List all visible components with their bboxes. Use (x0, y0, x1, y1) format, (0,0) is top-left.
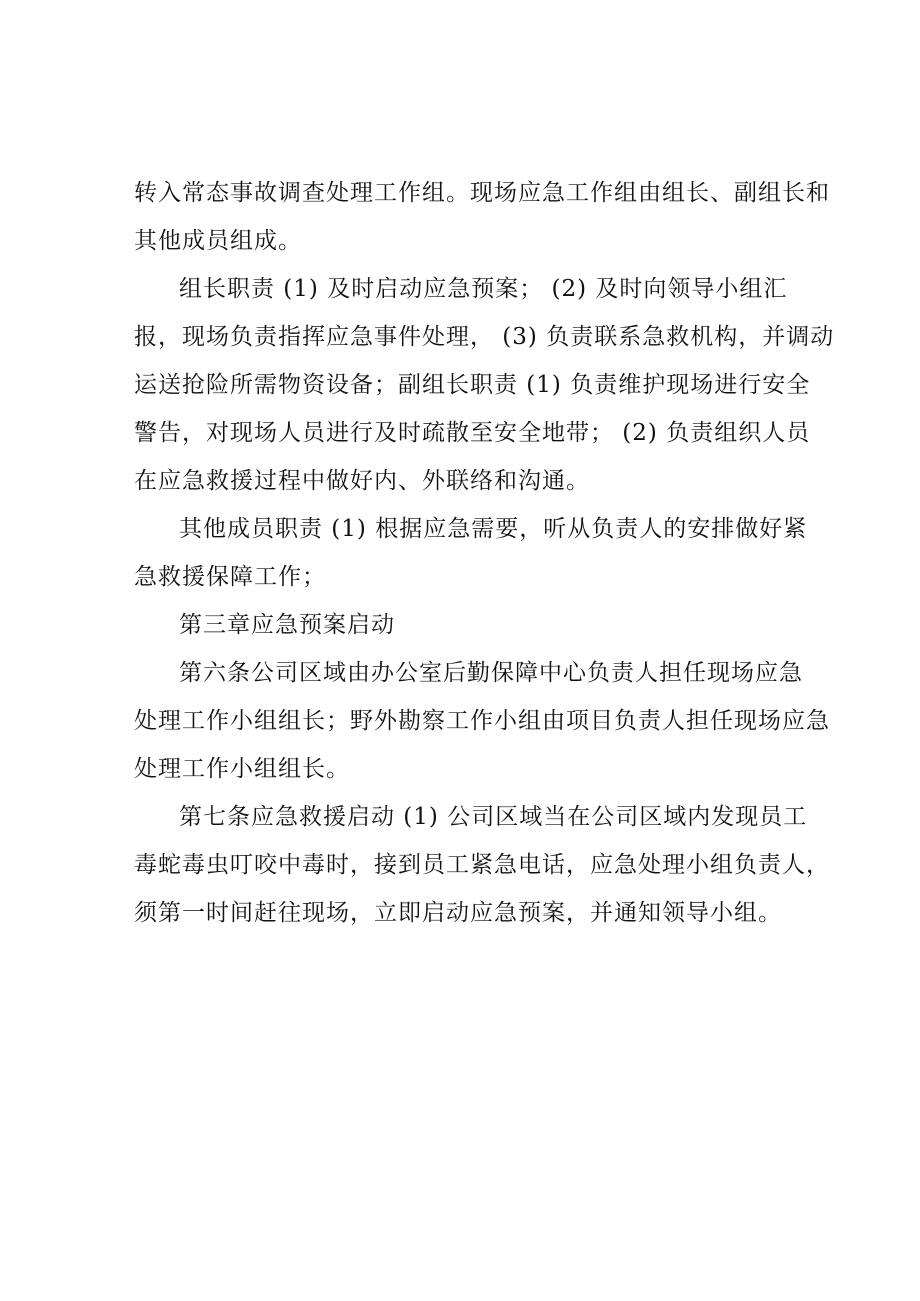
text-line: 处理工作小组组长；野外勘察工作小组由项目负责人担任现场应急 (134, 708, 830, 734)
text-line: 运送抢险所需物资设备；副组长职责 (1) 负责维护现场进行安全 (134, 372, 811, 398)
chapter-heading: 第三章应急预案启动 (179, 612, 395, 638)
paragraph-start-line: 组长职责 (1) 及时启动应急预案； (2) 及时向领导小组汇 (179, 276, 788, 302)
text-line: 在应急救援过程中做好内、外联络和沟通。 (134, 468, 590, 494)
text-line: 毒蛇毒虫叮咬中毒时，接到员工紧急电话，应急处理小组负责人， (134, 852, 830, 878)
paragraph-start-line: 其他成员职责 (1) 根据应急需要，听从负责人的安排做好紧 (179, 516, 808, 542)
text-line: 报，现场负责指挥应急事件处理， (3) 负责联系急救机构，并调动 (134, 324, 835, 350)
text-line: 警告，对现场人员进行及时疏散至安全地带； (2) 负责组织人员 (134, 420, 811, 446)
text-line: 须第一时间赶往现场，立即启动应急预案，并通知领导小组。 (134, 900, 782, 926)
text-line: 转入常态事故调查处理工作组。现场应急工作组由组长、副组长和 (134, 180, 830, 206)
text-line: 急救援保障工作； (134, 564, 326, 590)
paragraph-start-line: 第六条公司区域由办公室后勤保障中心负责人担任现场应急 (179, 660, 803, 686)
text-line: 其他成员组成。 (134, 228, 302, 254)
text-line: 处理工作小组组长。 (134, 756, 350, 782)
paragraph-start-line: 第七条应急救援启动 (1) 公司区域当在公司区域内发现员工 (179, 804, 808, 830)
